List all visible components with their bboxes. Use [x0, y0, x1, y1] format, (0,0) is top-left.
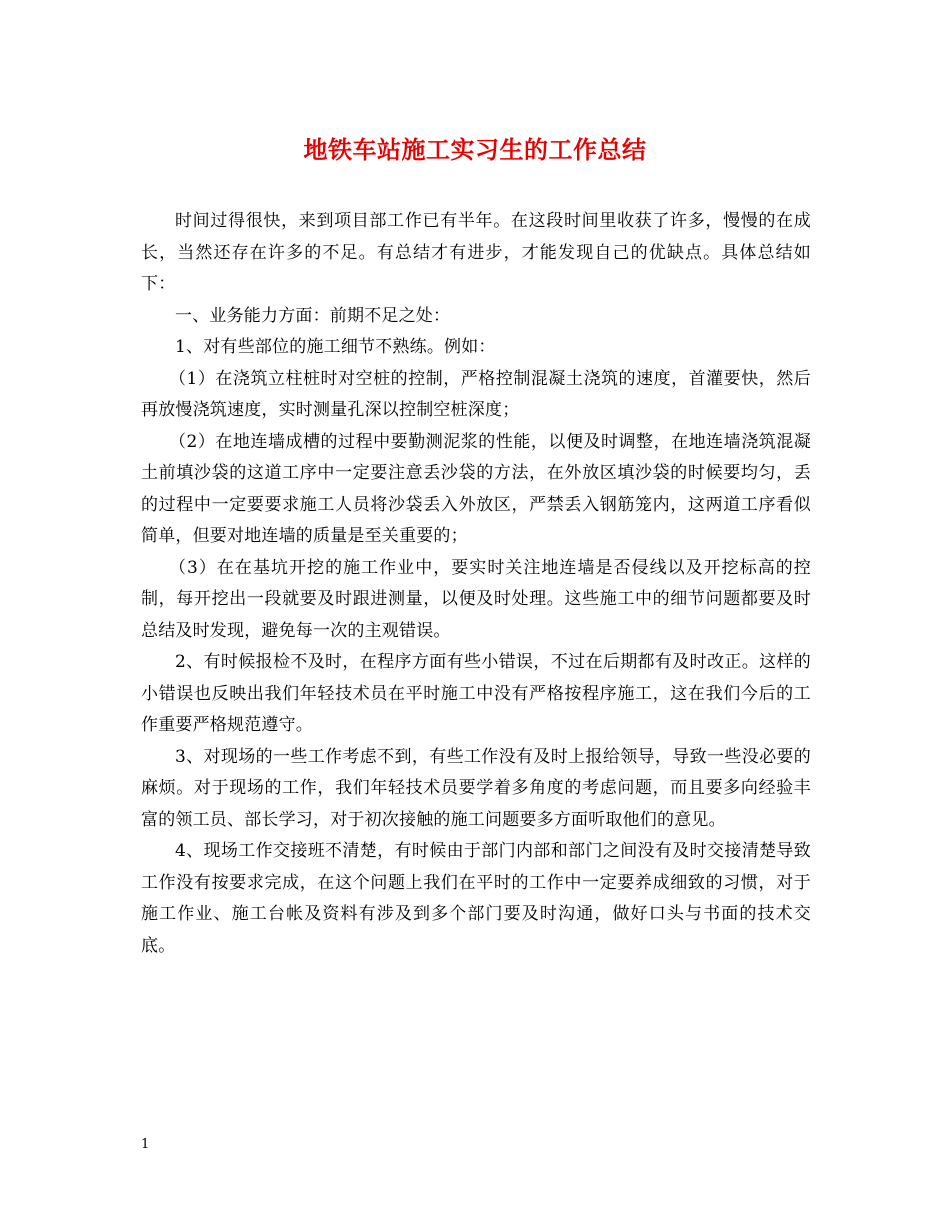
- sub-item-3: （3）在在基坑开挖的施工作业中，要实时关注地连墙是否侵线以及开挖标高的控制，每开挖出一段就要及时跟进测量，以便及时处理。这些施工中的细节问题都要及时总结及时发现，避免每一次的主观错误。: [141, 557, 811, 641]
- sub-item-2: （2）在地连墙成槽的过程中要勤测泥浆的性能，以便及时调整，在地连墙浇筑混凝土前填沙袋的这道工序中一定要注意丢沙袋的方法，在外放区填沙袋的时候要均匀，丢的过程中一定要要求施工人员将沙袋丢入外放区，严禁丢入钢筋笼内，这两道工序看似简单，但要对地连墙的质量是至关重要的；: [141, 431, 811, 546]
- sub-item-1: （1）在浇筑立柱桩时对空桩的控制，严格控制混凝土浇筑的速度，首灌要快，然后再放慢浇筑速度，实时测量孔深以控制空桩深度；: [141, 368, 811, 420]
- list-item-3: 3、对现场的一些工作考虑不到，有些工作没有及时上报给领导，导致一些没必要的麻烦。对于现场的工作，我们年轻技术员要学着多角度的考虑问题，而且要多向经验丰富的领工员、部长学习，对于初次接触的施工问题要多方面听取他们的意见。: [141, 746, 811, 830]
- document-title: 地铁车站施工实习生的工作总结: [303, 135, 647, 164]
- document-body: [141, 206, 811, 962]
- list-item-4: 4、现场工作交接班不清楚，有时候由于部门内部和部门之间没有及时交接清楚导致工作没有按要求完成，在这个问题上我们在平时的工作中一定要养成细致的习惯，对于施工作业、施工台帐及资料有涉及到多个部门要及时沟通，做好口头与书面的技术交底。: [141, 841, 811, 956]
- section-heading-business-ability: 一、业务能力方面：前期不足之处：: [175, 305, 451, 326]
- paragraph-intro: 时间过得很快，来到项目部工作已有半年。在这段时间里收获了许多，慢慢的在成长，当然还存在许多的不足。有总结才有进步，才能发现自己的优缺点。具体总结如下：: [141, 211, 811, 294]
- list-item-2: 2、有时候报检不及时，在程序方面有些小错误，不过在后期都有及时改正。这样的小错误也反映出我们年轻技术员在平时施工中没有严格按程序施工，这在我们今后的工作重要严格规范遵守。: [141, 652, 811, 735]
- list-item-1: 1、对有些部位的施工细节不熟练。例如：: [175, 337, 496, 357]
- page-number: 1: [141, 1137, 150, 1152]
